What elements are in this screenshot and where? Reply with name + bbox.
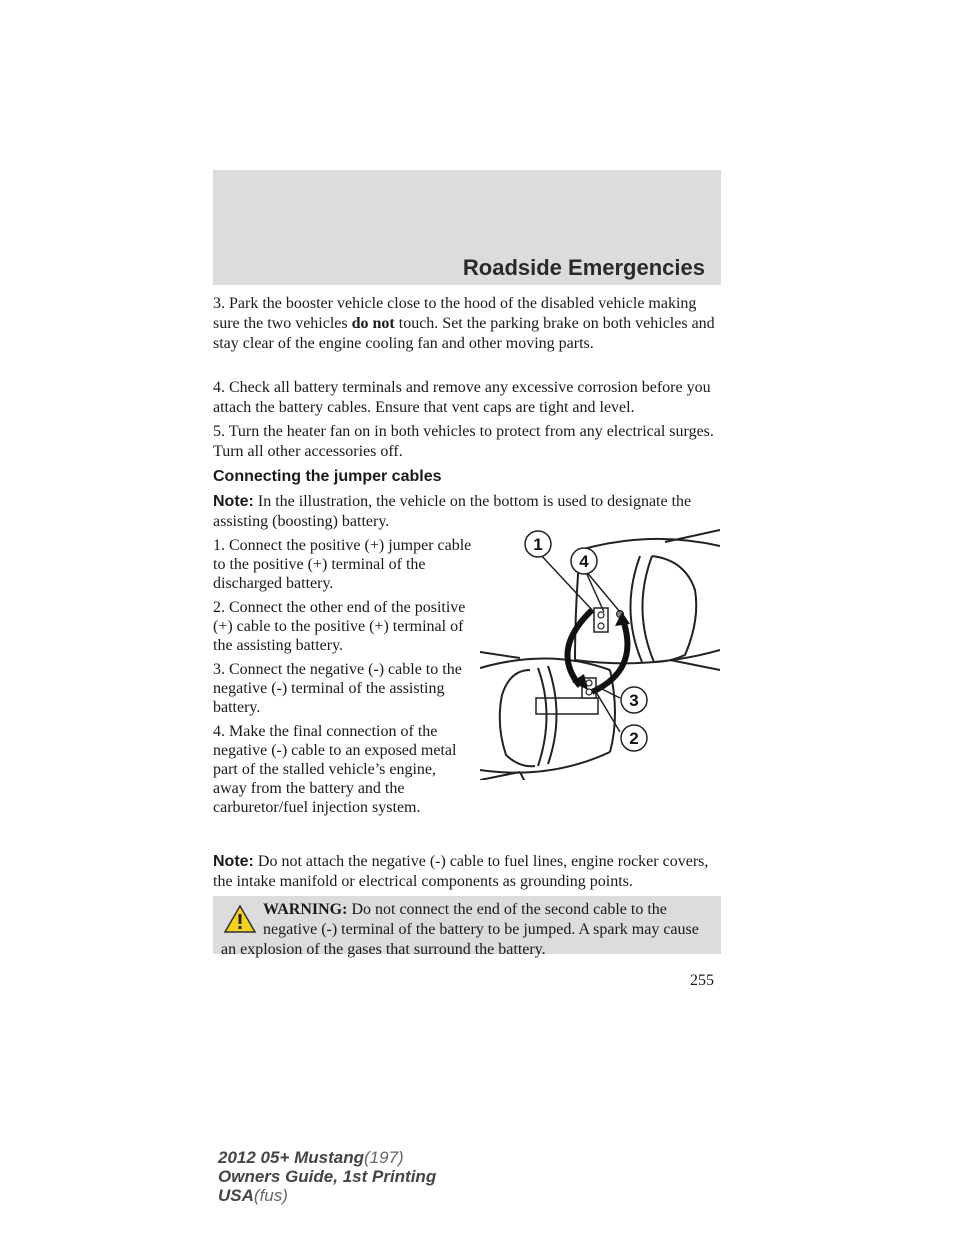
footer-line-3 [218,1186,436,1205]
jumper-step-3: 3. Connect the negative (-) cable to the negative (-) terminal of the assisting battery. [213,661,462,716]
callout-1-label: 1 [533,535,543,554]
callout-2-leader [596,692,620,732]
footer-line-2: Owners Guide, 1st Printing [218,1167,437,1186]
note-text: In the illustration, the vehicle on the bottom is used to designate the assisting (boosting) battery. [213,493,692,530]
page-number: 255 [690,972,714,989]
step-3-do-not: do not [351,315,395,332]
footer-market: USA [218,1186,254,1205]
warning-box [213,896,721,958]
footer-model-code: (197) [364,1148,404,1167]
footer-print-info [218,1148,436,1205]
note-2-label: Note: [213,853,254,870]
warning-rest-text: negative (-) terminal of the battery to be jumped. A spark may cause an explosion of the gases that surround the battery. [221,921,699,958]
positive-cable-arrow [568,610,593,686]
section-header-band [213,170,721,285]
step-4-check-terminals: 4. Check all battery terminals and remove any excessive corrosion before you attach the battery cables. Ensure that vent caps are tight and level. [213,379,711,416]
jumper-cables-heading: Connecting the jumper cables [213,468,442,485]
step-3-text-pre: 3. Park the booster vehicle close to the hood of the disabled vehicle making sure the two vehicles [213,295,697,332]
footer-model: 2012 05+ Mustang [218,1148,364,1167]
assisting-vehicle [480,652,615,780]
warning-label: WARNING: [263,901,348,918]
jumper-step-1: 1. Connect the positive (+) jumper cable to the positive (+) terminal of the discharged battery. [213,537,472,592]
grounding-note [213,852,721,892]
callout-3-leader [596,686,620,698]
warning-line-1-text: Do not connect the end of the second cable to the [347,901,667,918]
callout-4 [571,548,597,574]
callout-4-leader-b [585,570,620,612]
jumper-step-2: 2. Connect the other end of the positive (+) cable to the positive (+) terminal of the assisting battery. [213,599,466,654]
section-title: Roadside Emergencies [462,255,705,280]
note-2-text: Do not attach the negative (-) cable to fuel lines, engine rocker covers, the intake manifold or electrical components as grounding points. [213,853,709,890]
callout-2-label: 2 [629,729,639,748]
jumper-cable-illustration [480,520,720,780]
footer-market-code: (fus) [253,1186,288,1205]
step-3-text-post: touch. Set the parking brake on both vehicles and stay clear of the engine cooling fan and other moving parts. [213,315,715,352]
footer-line-1 [218,1148,436,1167]
step-3-park [213,294,721,354]
callout-1 [525,531,551,557]
callout-3-label: 3 [629,691,639,710]
warning-line-1 [263,900,713,920]
callout-4-label: 4 [579,552,589,571]
warning-rest [221,920,717,960]
callout-3 [621,687,647,713]
step-5-heater-fan: 5. Turn the heater fan on in both vehicles to protect from any electrical surges. Turn all other accessories off. [213,423,714,460]
jumper-step-4: 4. Make the final connection of the negative (-) cable to an exposed metal part of the stalled vehicle’s engine, away from the battery and the carburetor/fuel injection system. [213,723,457,816]
disabled-vehicle [575,530,720,670]
callout-2 [621,725,647,751]
note-label: Note: [213,493,254,510]
